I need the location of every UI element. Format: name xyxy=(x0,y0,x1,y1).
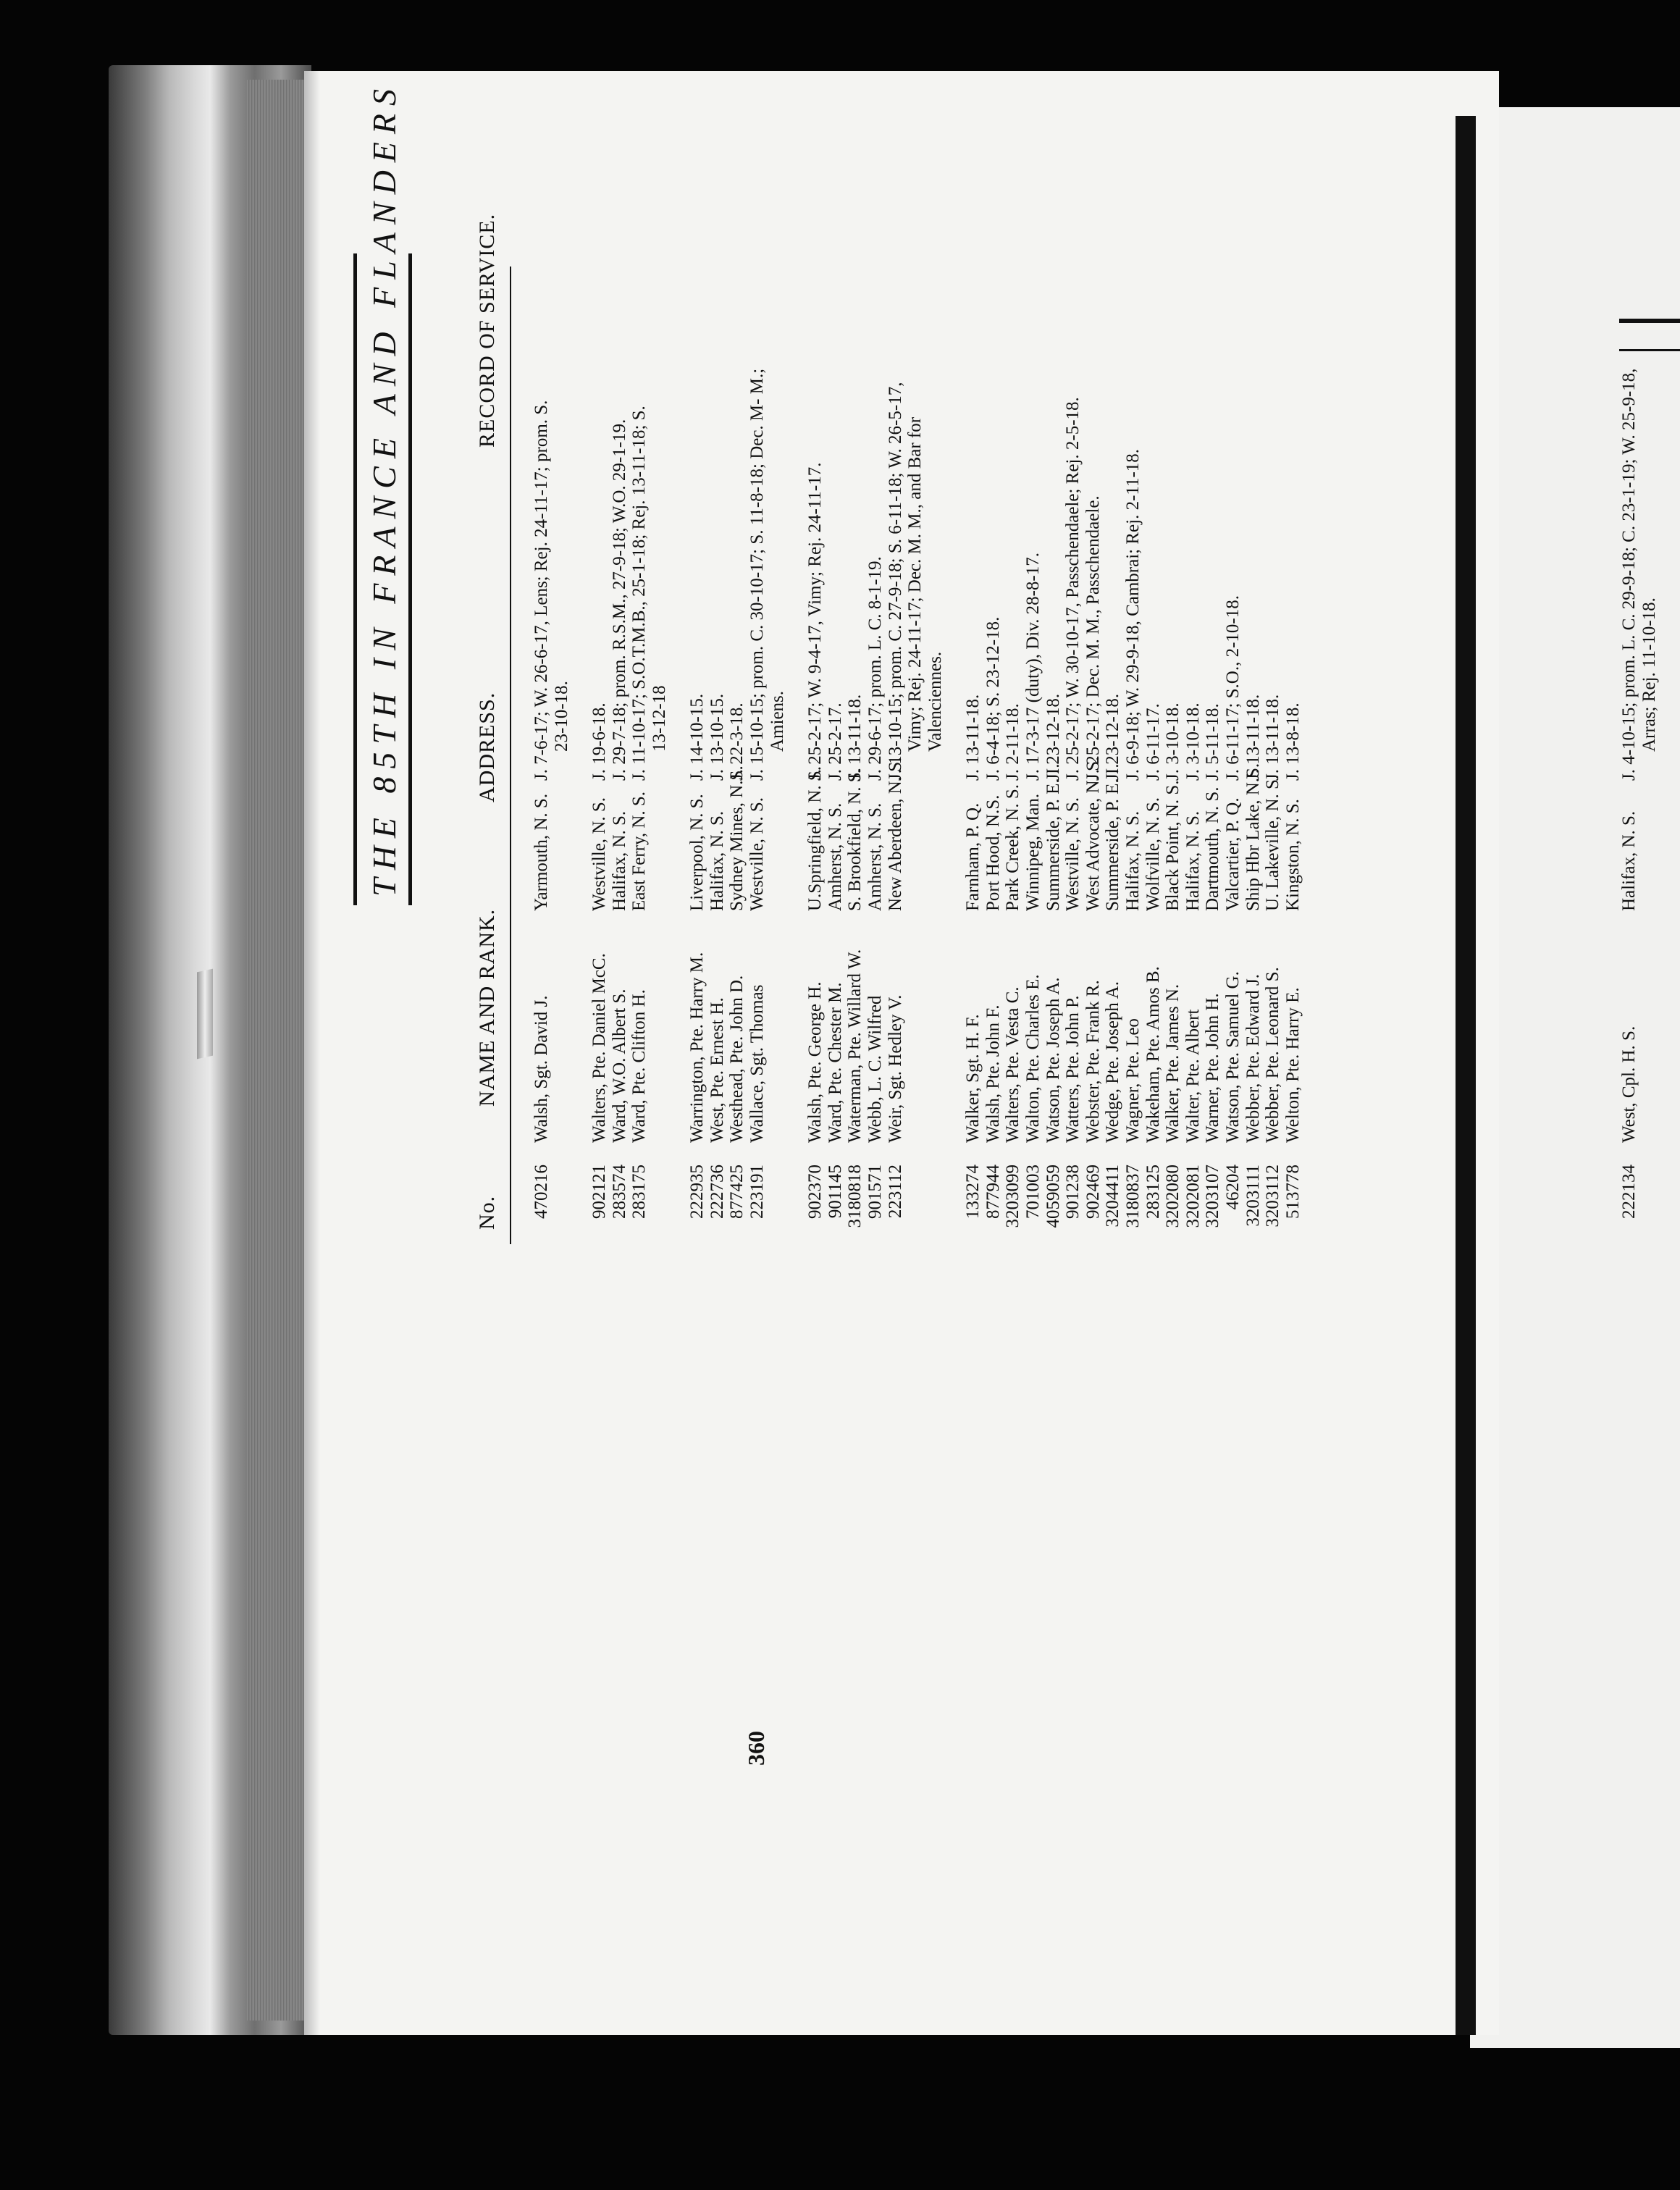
record-of-service: J. 6-9-18; W. 29-9-18, Cambrai; Rej. 2-11-18. xyxy=(1122,448,1143,781)
table-row xyxy=(1043,216,1063,1230)
record-of-service: Valenciennes. xyxy=(925,651,945,752)
address: Park Creek, N. S. xyxy=(1003,784,1023,911)
record-of-service: J. 6-11-17. xyxy=(1143,703,1163,781)
table-row xyxy=(983,216,1003,1230)
address: Farnham, P. Q. xyxy=(963,802,983,911)
name-and-rank: West, Pte. Ernest H. xyxy=(707,997,727,1143)
service-number: 283125 xyxy=(1143,1165,1163,1219)
address: Black Point, N. S. xyxy=(1163,780,1183,911)
address: Liverpool, N. S. xyxy=(687,794,707,911)
record-of-service: J. 7-6-17; W. 26-6-17, Lens; Rej. 24-11-17; prom. S. xyxy=(532,400,551,781)
page-title: THE 85TH IN FRANCE AND FLANDERS xyxy=(366,80,403,897)
name-and-rank: Wagner, Pte. Leo xyxy=(1122,1018,1143,1143)
service-number: 513778 xyxy=(1282,1165,1303,1219)
service-number: 283175 xyxy=(629,1165,650,1219)
record-of-service: J. 2-11-18. xyxy=(1003,703,1023,781)
service-number: 877944 xyxy=(983,1165,1003,1219)
service-number: 902370 xyxy=(805,1165,826,1219)
table-row xyxy=(1123,216,1143,1230)
record-of-service: J. 25-2-17; W. 30-10-17, Passchendaele; Rej. 2-5-18. xyxy=(1063,397,1083,781)
service-number: 223191 xyxy=(747,1165,768,1219)
name-and-rank: Watters, Pte. John P. xyxy=(1063,995,1083,1143)
address: Wolfville, N. S. xyxy=(1143,797,1163,911)
name-and-rank: Ward, W.O. Albert S. xyxy=(609,989,629,1143)
table-row xyxy=(1083,216,1103,1230)
service-number: 902121 xyxy=(589,1165,610,1219)
address: S. Brookfield, N. S. xyxy=(845,768,865,911)
address: Halifax, N. S. xyxy=(609,810,629,911)
name-and-rank: Walsh, Sgt. David J. xyxy=(532,995,551,1143)
table-row xyxy=(885,216,945,1230)
address: Halifax, N. S. xyxy=(1619,810,1639,911)
address: Westville, N. S. xyxy=(1063,797,1083,911)
name-and-rank: Watson, Pte. Joseph A. xyxy=(1043,977,1063,1143)
address: Winnipeg, Man. xyxy=(1022,793,1043,911)
service-number: 3202081 xyxy=(1183,1165,1203,1228)
name-and-rank: Warrington, Pte. Harry M. xyxy=(687,952,707,1143)
table-row xyxy=(865,216,885,1230)
address: Dartmouth, N. S. xyxy=(1203,786,1223,911)
address: Westville, N. S. xyxy=(589,797,610,911)
title-rule-top xyxy=(353,253,357,905)
record-of-service: J. 25-2-17. xyxy=(825,702,845,781)
table-row xyxy=(1183,216,1203,1230)
record-of-service: Arras; Rej. 11-10-18. xyxy=(1639,597,1659,752)
record-of-service: 23-10-18. xyxy=(551,681,571,752)
record-of-service: J. 29-7-18; prom. R.S.M., 27-9-18; W.O. 29-1-19. xyxy=(609,419,629,781)
title-rule-bottom xyxy=(408,253,412,905)
service-number: 701003 xyxy=(1022,1165,1043,1219)
table-row xyxy=(687,216,707,1230)
column-header-no: No. xyxy=(475,1195,499,1230)
address: Port Hood, N.S. xyxy=(983,794,1003,911)
record-of-service: J. 13-11-18. xyxy=(1243,694,1263,781)
table-row xyxy=(589,216,609,1230)
address: Valcartier, P. Q. xyxy=(1222,797,1243,911)
service-number: 222736 xyxy=(707,1165,727,1219)
address: U.Springfield, N. S. xyxy=(805,766,826,911)
table-row xyxy=(1103,216,1122,1230)
page-number: 360 xyxy=(743,1731,769,1766)
service-number: 222134 xyxy=(1619,1165,1639,1219)
facing-page xyxy=(1470,107,1680,2048)
record-of-service: Amiens. xyxy=(767,690,787,752)
address: Yarmouth, N. S. xyxy=(532,793,551,911)
name-and-rank: West, Cpl. H. S. xyxy=(1619,1025,1639,1143)
table-row xyxy=(747,216,787,1230)
table-row xyxy=(1063,216,1083,1230)
name-and-rank: Walters, Pte. Vesta C. xyxy=(1003,986,1023,1143)
name-and-rank: Warner, Pte. John H. xyxy=(1203,993,1223,1143)
table-row xyxy=(727,216,747,1230)
address: U. Lakeville, N. S. xyxy=(1263,774,1283,911)
facing-table-row xyxy=(1619,216,1659,1230)
service-number: 222935 xyxy=(687,1165,707,1219)
service-number: 3203099 xyxy=(1003,1165,1023,1228)
name-and-rank: Walton, Pte. Charles E. xyxy=(1022,974,1043,1143)
record-of-service: J. 3-10-18. xyxy=(1183,702,1203,781)
name-and-rank: Walker, Sgt. H. F. xyxy=(963,1014,983,1143)
name-and-rank: Walters, Pte. Daniel McC. xyxy=(589,953,610,1143)
table-row xyxy=(1263,216,1282,1230)
service-number: 877425 xyxy=(727,1165,747,1219)
table-row xyxy=(845,216,865,1230)
service-number: 3202080 xyxy=(1163,1165,1183,1228)
service-number: 901238 xyxy=(1063,1165,1083,1219)
table-row xyxy=(805,216,825,1230)
rotated-page-content xyxy=(323,80,1659,1795)
table-row xyxy=(610,216,629,1230)
service-number: 901145 xyxy=(825,1165,845,1219)
table-row xyxy=(1223,216,1243,1230)
name-and-rank: Welton, Pte. Harry E. xyxy=(1282,987,1303,1143)
service-number: 3180837 xyxy=(1122,1165,1143,1228)
service-number: 3204411 xyxy=(1103,1165,1123,1228)
record-of-service: J. 13-11-18. xyxy=(1263,694,1283,781)
record-of-service: J. 15-10-15; prom. C. 30-10-17; S. 11-8-18; Dec. M- M.; xyxy=(747,368,768,781)
record-of-service: J. 6-4-18; S. 23-12-18. xyxy=(983,616,1003,781)
address: Summerside, P. E. I. xyxy=(1043,763,1063,911)
service-number: 3203112 xyxy=(1263,1165,1283,1228)
record-of-service: J. 13-8-18. xyxy=(1282,702,1303,781)
service-number: 283574 xyxy=(609,1165,629,1219)
name-and-rank: Webber, Pte. Leonard S. xyxy=(1263,967,1283,1143)
service-number: 3203111 xyxy=(1243,1165,1263,1227)
name-and-rank: Ward, Pte. Clifton H. xyxy=(629,989,650,1143)
book-gutter xyxy=(1456,116,1476,2035)
column-header-name: NAME AND RANK. xyxy=(475,908,499,1107)
address: Halifax, N. S. xyxy=(1122,810,1143,911)
bookmark-clip xyxy=(197,969,213,1060)
column-header-record: RECORD OF SERVICE. xyxy=(475,213,499,448)
name-and-rank: Webb, L. C. Wilfred xyxy=(865,995,885,1143)
name-and-rank: Weir, Sgt. Hedley V. xyxy=(885,994,905,1143)
address: Ship Hbr Lake, N.S. xyxy=(1243,763,1263,911)
name-and-rank: Wallace, Sgt. Thomas xyxy=(747,984,768,1143)
name-and-rank: Walsh, Pte. John F. xyxy=(983,1004,1003,1143)
record-of-service: J. 17-3-17 (duty), Div. 28-8-17. xyxy=(1022,552,1043,781)
address: New Aberdeen, N. S. xyxy=(885,757,905,911)
address: West Advocate, N. S. xyxy=(1083,756,1103,911)
service-number: 4059059 xyxy=(1043,1165,1063,1228)
record-of-service: J. 13-10-15; prom. C. 27-9-18; S. 6-11-18; W. 26-5-17, xyxy=(885,382,905,781)
page-shadow xyxy=(304,71,320,2035)
record-of-service: J. 29-6-17; prom. L. C. 8-1-19. xyxy=(865,556,885,781)
name-and-rank: Wakeham, Pte. Amos B. xyxy=(1143,966,1163,1143)
table-row xyxy=(1203,216,1222,1230)
table-row xyxy=(1243,216,1263,1230)
address: Westville, N. S. xyxy=(747,797,768,911)
record-of-service: J. 19-6-18. xyxy=(589,702,610,781)
table-row xyxy=(1143,216,1163,1230)
address: Kingston, N. S. xyxy=(1282,799,1303,911)
record-of-service: J. 11-10-17; S.O.T.M.B., 25-1-18; Rej. 13-11-18; S. xyxy=(629,406,650,781)
record-of-service: J. 13-11-18. xyxy=(845,694,865,781)
table-row xyxy=(1163,216,1183,1230)
table-row xyxy=(532,216,571,1230)
name-and-rank: Walter, Pte. Albert xyxy=(1183,1009,1203,1143)
name-and-rank: Westhead, Pte. John D. xyxy=(727,975,747,1143)
table-row xyxy=(826,216,845,1230)
service-number: 3203107 xyxy=(1203,1165,1223,1228)
record-of-service: J. 23-12-18. xyxy=(1043,693,1063,781)
header-rule xyxy=(510,267,511,1244)
record-of-service: J. 25-2-17; Dec. M. M., Passchendaele. xyxy=(1083,495,1103,781)
record-of-service: J. 22-3-18. xyxy=(727,702,747,781)
table-row xyxy=(963,216,983,1230)
name-and-rank: Waterman, Pte. Willard W. xyxy=(845,949,865,1143)
address: Summerside, P. E. I. xyxy=(1103,763,1123,911)
address: Amherst, N. S. xyxy=(865,802,885,911)
name-and-rank: Watson, Pte. Samuel G. xyxy=(1222,971,1243,1143)
service-number: 470216 xyxy=(532,1165,551,1219)
record-of-service: 13-12-18 xyxy=(649,685,669,752)
record-of-service: J. 5-11-18. xyxy=(1203,703,1223,781)
record-of-service: J. 4-10-15; prom. L. C. 29-9-18; C. 23-1-19; W. 25-9-18, xyxy=(1619,368,1639,781)
name-and-rank: Wedge, Pte. Joseph A. xyxy=(1103,981,1123,1143)
name-and-rank: Webber, Pte. Edward J. xyxy=(1243,973,1263,1143)
address: Amherst, N. S. xyxy=(825,802,845,911)
service-number: 901571 xyxy=(865,1165,885,1219)
table-row xyxy=(629,216,669,1230)
address: Halifax, N. S. xyxy=(1183,810,1203,911)
record-of-service: J. 25-2-17; W. 9-4-17, Vimy; Rej. 24-11-17. xyxy=(805,462,826,781)
service-number: 902469 xyxy=(1083,1165,1103,1219)
record-of-service: Vimy; Rej. 24-11-17; Dec. M. M., and Bar for xyxy=(905,416,925,752)
record-of-service: J. 3-10-18. xyxy=(1163,702,1183,781)
service-number: 46204 xyxy=(1222,1165,1243,1210)
record-of-service: J. 14-10-15. xyxy=(687,693,707,781)
table-row xyxy=(1283,216,1303,1230)
column-header-address: ADDRESS. xyxy=(475,692,499,802)
service-number: 223112 xyxy=(885,1165,905,1219)
record-of-service: J. 6-11-17; S.O., 2-10-18. xyxy=(1222,595,1243,781)
table-row xyxy=(1003,216,1022,1230)
service-number: 3180818 xyxy=(845,1165,865,1228)
name-and-rank: Walsh, Pte. George H. xyxy=(805,981,826,1143)
table-row xyxy=(707,216,727,1230)
record-of-service: J. 13-10-15. xyxy=(707,693,727,781)
address: East Ferry, N. S. xyxy=(629,791,650,911)
name-and-rank: Webster, Pte. Frank R. xyxy=(1083,980,1103,1143)
page-stack-lines xyxy=(246,80,304,2021)
table-row xyxy=(1023,216,1043,1230)
address: Halifax, N. S. xyxy=(707,810,727,911)
record-of-service: J. 23-12-18. xyxy=(1103,693,1123,781)
record-of-service: J. 13-11-18. xyxy=(963,694,983,781)
name-and-rank: Ward, Pte. Chester M. xyxy=(825,982,845,1143)
service-number: 133274 xyxy=(963,1165,983,1219)
address: Sydney Mines, N.S. xyxy=(727,765,747,911)
name-and-rank: Walker, Pte. James N. xyxy=(1163,983,1183,1143)
